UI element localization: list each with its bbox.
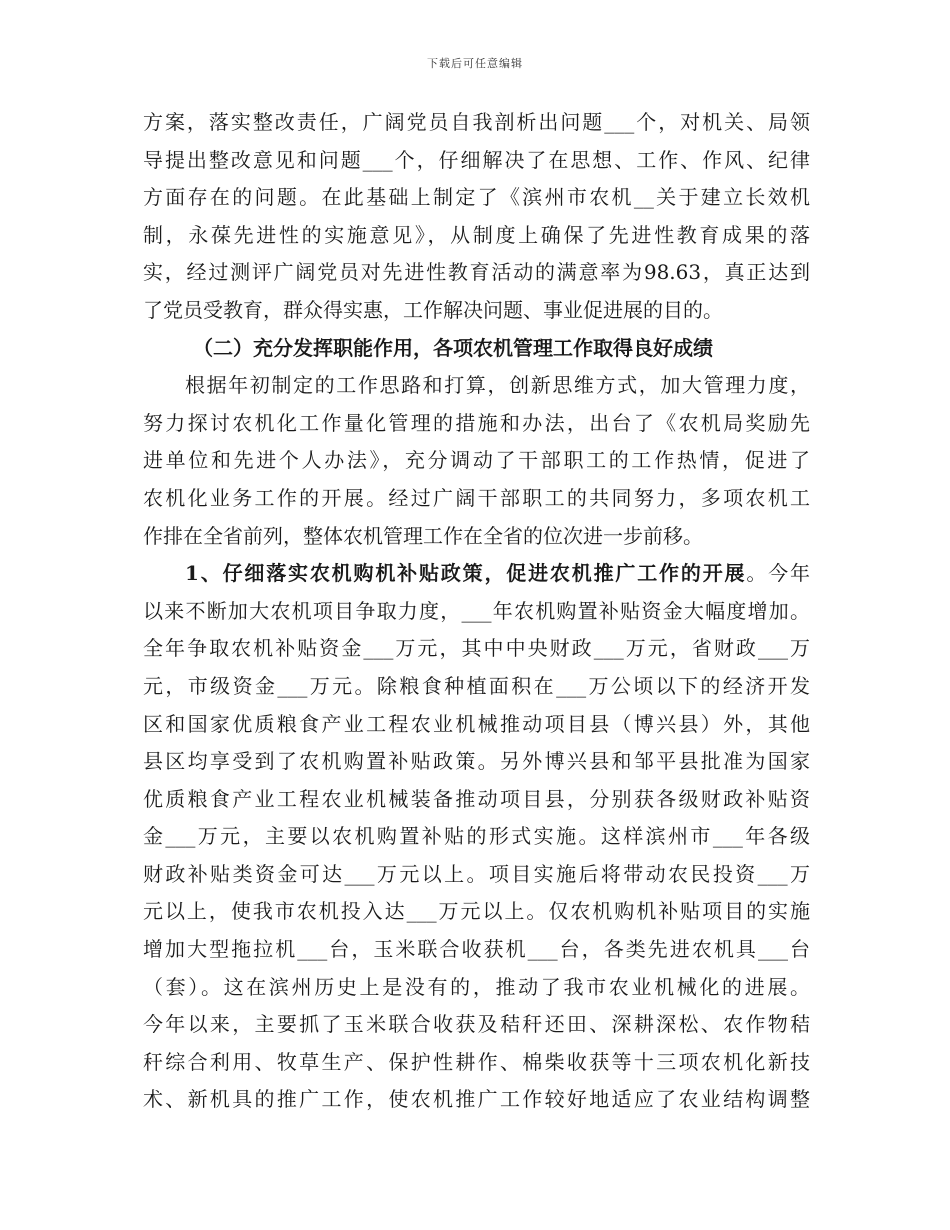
paragraph-line: 财政补贴类资金可达___万元以上。项目实施后将带动农民投资___万 (143, 861, 810, 886)
item-1-lead: 。今年 (746, 561, 810, 586)
item-1-title: 1、仔细落实农机购机补贴政策，促进农机推广工作的开展 (185, 561, 747, 586)
paragraph-line: 今年以来，主要抓了玉米联合收获及秸秆还田、深耕深松、农作物秸 (143, 1012, 810, 1037)
paragraph-line: 元以上，使我市农机投入达___万元以上。仅农机购机补贴项目的实施 (143, 899, 810, 924)
paragraph-line: （套）。这在滨州历史上是没有的，推动了我市农业机械化的进展。 (143, 974, 810, 999)
paragraph-line: 元，市级资金___万元。除粮食种植面积在___万公顷以下的经济开发 (143, 673, 810, 698)
paragraph-line: 努力探讨农机化工作量化管理的措施和办法，出台了《农机局奖励先 (143, 410, 810, 435)
paragraph-line: 区和国家优质粮食产业工程农业机械推动项目县（博兴县）外，其他 (143, 711, 810, 736)
paragraph-line: 制，永葆先进性的实施意见》，从制度上确保了先进性教育成果的落 (143, 222, 810, 247)
paragraph-line: 术、新机具的推广工作，使农机推广工作较好地适应了农业结构调整 (143, 1087, 810, 1112)
item-1-first-line (143, 555, 810, 593)
document-body (143, 104, 810, 1119)
paragraph-line: 了党员受教育，群众得实惠，工作解决问题、事业促进展的目的。 (143, 297, 723, 322)
paragraph-line: 作排在全省前列，整体农机管理工作在全省的位次进一步前移。 (143, 523, 703, 548)
paragraph-line: 方面存在的问题。在此基础上制定了《滨州市农机__关于建立长效机 (143, 185, 810, 210)
paragraph-line: 优质粮食产业工程农业机械装备推动项目县，分别获各级财政补贴资 (143, 786, 810, 811)
section-heading: （二）充分发挥职能作用，各项农机管理工作取得良好成绩 (193, 335, 713, 360)
paragraph-line: 导提出整改意见和问题___个，仔细解决了在思想、工作、作风、纪律 (143, 147, 810, 172)
paragraph-line: 进单位和先进个人办法》，充分调动了干部职工的工作热情，促进了 (143, 448, 810, 473)
paragraph-line: 根据年初制定的工作思路和打算，创新思维方式，加大管理力度， (185, 373, 810, 398)
paragraph-line: 金___万元，主要以农机购置补贴的形式实施。这样滨州市___年各级 (143, 824, 810, 849)
paragraph-line: 县区均享受到了农机购置补贴政策。另外博兴县和邹平县批准为国家 (143, 749, 810, 774)
paragraph-line: 增加大型拖拉机___台，玉米联合收获机___台，各类先进农机具___台 (143, 937, 810, 962)
paragraph-line: 秆综合利用、牧草生产、保护性耕作、棉柴收获等十三项农机化新技 (143, 1049, 810, 1074)
page-header-note: 下载后可任意编辑 (427, 57, 523, 70)
paragraph-line: 全年争取农机补贴资金___万元，其中中央财政___万元，省财政___万 (143, 636, 810, 661)
paragraph-line: 农机化业务工作的开展。经过广阔干部职工的共同努力，多项农机工 (143, 485, 810, 510)
paragraph-line: 实，经过测评广阔党员对先进性教育活动的满意率为98.63，真正达到 (143, 260, 810, 285)
paragraph-line: 以来不断加大农机项目争取力度，___年农机购置补贴资金大幅度增加。 (143, 598, 810, 623)
paragraph-line: 方案，落实整改责任，广阔党员自我剖析出问题___个，对机关、局领 (143, 110, 810, 134)
